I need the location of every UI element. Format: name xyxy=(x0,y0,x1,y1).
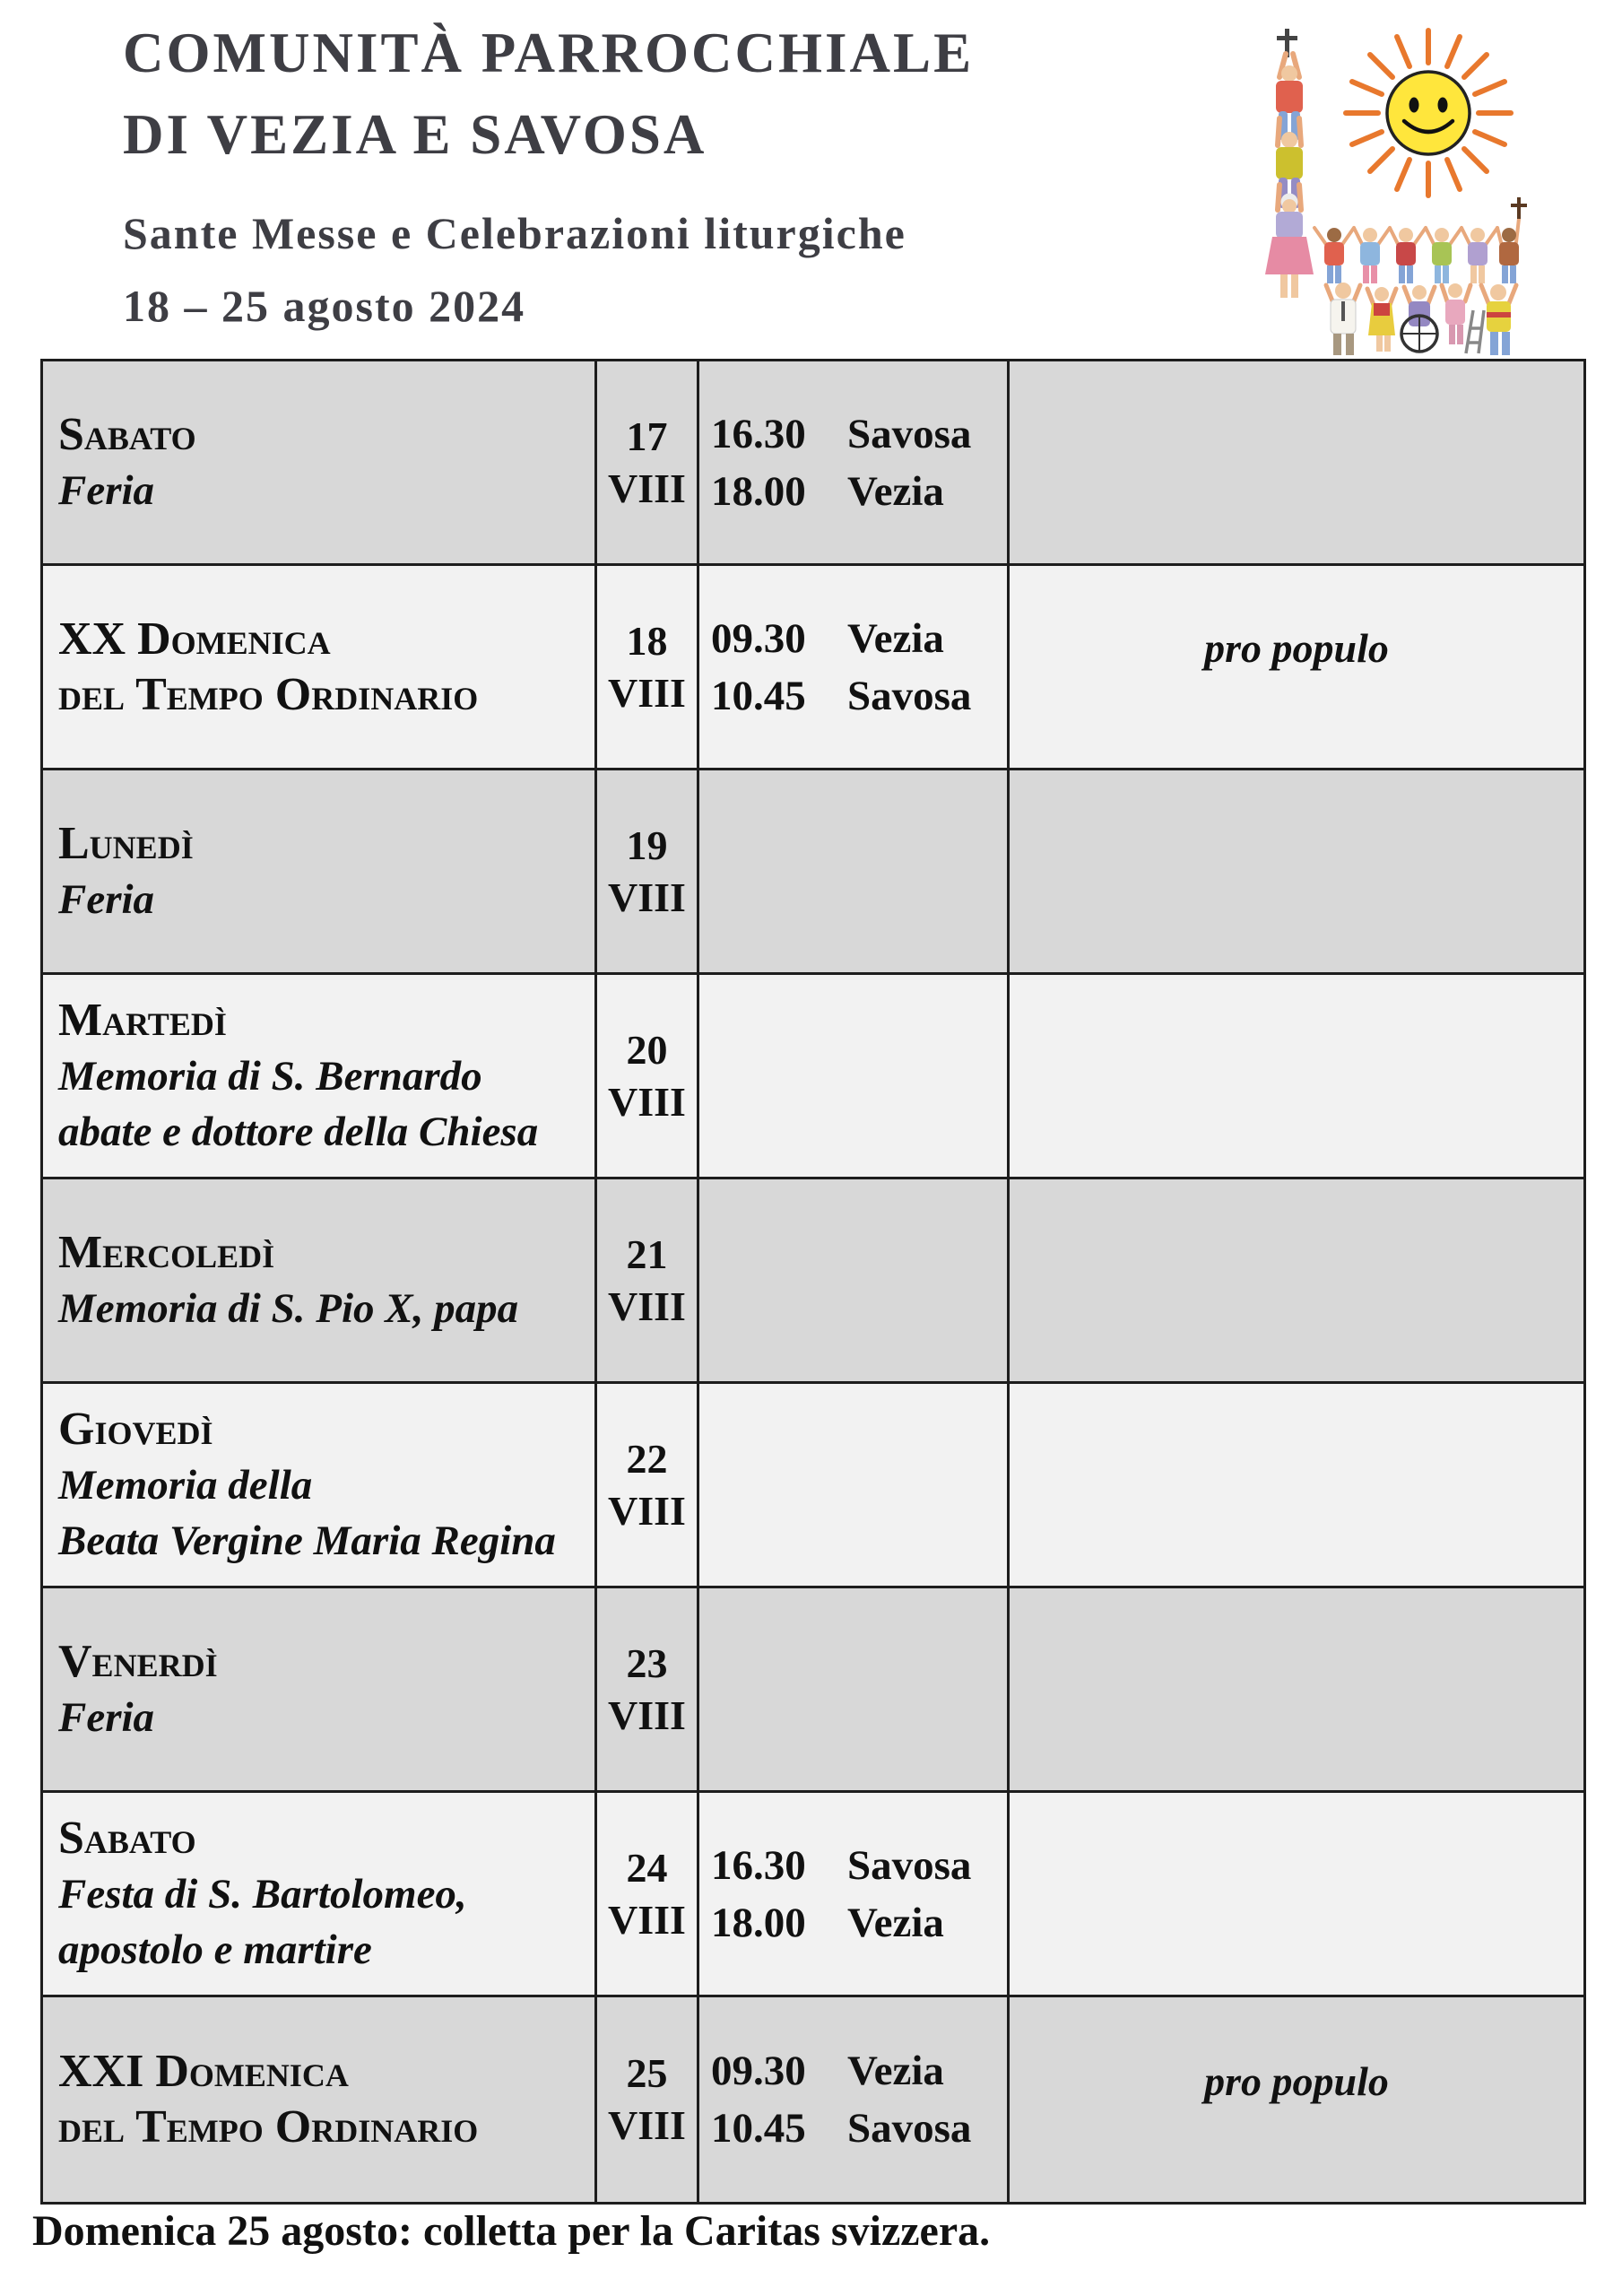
masses-cell xyxy=(699,1179,1010,1384)
date-day: 19 xyxy=(626,822,668,868)
mass-entry xyxy=(711,1894,944,1952)
day-description: apostolo e martire xyxy=(58,1926,372,1973)
note-cell xyxy=(1010,1793,1583,1997)
day-title: Sabato xyxy=(58,408,196,460)
masses-cell xyxy=(699,566,1010,770)
people-tower-icon xyxy=(1265,29,1314,298)
masses-cell xyxy=(699,1588,1010,1793)
mass-place: Vezia xyxy=(847,2048,944,2094)
note-cell xyxy=(1010,770,1583,975)
mass-time: 09.30 xyxy=(711,614,806,662)
date-month-roman: VIII xyxy=(608,1487,686,1534)
day-title: Giovedì xyxy=(58,1403,213,1455)
day-cell xyxy=(43,566,597,770)
masses-cell xyxy=(699,1384,1010,1588)
people-kids-row-icon xyxy=(1314,197,1527,283)
parish-logo xyxy=(1240,23,1545,359)
mass-entry xyxy=(711,610,944,667)
date-month-roman: VIII xyxy=(608,1692,686,1738)
page-title-line-1: COMUNITÀ PARROCCHIALE xyxy=(123,22,975,84)
mass-time: 09.30 xyxy=(711,2048,806,2094)
mass-place: Savosa xyxy=(847,1841,972,1889)
mass-entry xyxy=(711,463,944,520)
date-cell xyxy=(597,770,699,975)
date-cell xyxy=(597,361,699,566)
note-cell xyxy=(1010,1384,1583,1588)
subtitle-line-1: Sante Messe e Celebrazioni liturgiche xyxy=(123,208,906,258)
footer-announcement: Domenica 25 agosto: colletta per la Caritas svizzera. xyxy=(32,2207,991,2255)
mass-place: Savosa xyxy=(847,672,972,719)
day-title: Sabato xyxy=(58,1812,196,1864)
day-cell xyxy=(43,361,597,566)
ladder-icon xyxy=(1466,310,1484,353)
date-day: 22 xyxy=(626,1435,668,1482)
sun-icon xyxy=(1387,72,1470,154)
date-day: 25 xyxy=(626,2050,668,2096)
date-month-roman: VIII xyxy=(608,465,686,511)
date-month-roman: VIII xyxy=(608,669,686,716)
mass-time: 18.00 xyxy=(711,1899,806,1946)
mass-time: 16.30 xyxy=(711,1841,806,1889)
date-month-roman: VIII xyxy=(608,1896,686,1943)
masses-cell xyxy=(699,770,1010,975)
mass-note: pro populo xyxy=(1204,2057,1389,2104)
day-title: Martedì xyxy=(58,994,227,1046)
small-cross-icon xyxy=(1511,197,1527,219)
day-title: Lunedì xyxy=(58,817,194,869)
date-day: 23 xyxy=(626,1639,668,1686)
date-cell xyxy=(597,975,699,1179)
day-title: XX Domenica xyxy=(58,613,331,665)
day-description: Memoria di S. Bernardo xyxy=(58,1052,482,1100)
mass-time: 16.30 xyxy=(711,410,806,457)
page-title-line-2: DI VEZIA E SAVOSA xyxy=(123,103,707,166)
date-day: 20 xyxy=(626,1026,668,1073)
day-cell xyxy=(43,1793,597,1997)
note-cell xyxy=(1010,1997,1583,2202)
mass-entry xyxy=(711,2100,971,2157)
day-title: XXI Domenica xyxy=(58,2046,349,2097)
day-description: Feria xyxy=(58,1693,155,1741)
mass-place: Savosa xyxy=(847,2105,972,2152)
masses-cell xyxy=(699,1793,1010,1997)
date-month-roman: VIII xyxy=(608,1283,686,1329)
day-cell xyxy=(43,1588,597,1793)
mass-time: 10.45 xyxy=(711,2105,806,2152)
note-cell xyxy=(1010,1179,1583,1384)
mass-place: Vezia xyxy=(847,1899,944,1946)
masses-cell xyxy=(699,361,1010,566)
day-description: Memoria della xyxy=(58,1461,313,1509)
date-month-roman: VIII xyxy=(608,1078,686,1125)
day-cell xyxy=(43,975,597,1179)
mass-place: Savosa xyxy=(847,410,972,457)
date-month-roman: VIII xyxy=(608,874,686,920)
note-cell xyxy=(1010,566,1583,770)
masses-cell xyxy=(699,975,1010,1179)
day-cell xyxy=(43,1997,597,2202)
day-cell xyxy=(43,1384,597,1588)
mass-place: Vezia xyxy=(847,614,944,662)
note-cell xyxy=(1010,1588,1583,1793)
date-day: 21 xyxy=(626,1231,668,1277)
day-title: Venerdì xyxy=(58,1635,218,1687)
masses-cell xyxy=(699,1997,1010,2202)
mass-note: pro populo xyxy=(1204,625,1389,671)
day-description: abate e dottore della Chiesa xyxy=(58,1108,539,1155)
subtitle xyxy=(123,197,974,343)
day-description: Feria xyxy=(58,875,155,923)
date-cell xyxy=(597,1179,699,1384)
mass-time: 10.45 xyxy=(711,672,806,719)
day-cell xyxy=(43,770,597,975)
day-title: Mercoledì xyxy=(58,1226,275,1278)
mass-entry xyxy=(711,667,971,725)
date-cell xyxy=(597,566,699,770)
note-cell xyxy=(1010,361,1583,566)
mass-schedule-table xyxy=(40,359,1586,2205)
mass-entry xyxy=(711,1837,971,1894)
date-cell xyxy=(597,1997,699,2202)
day-description: Beata Vergine Maria Regina xyxy=(58,1517,556,1564)
people-adults-row-icon xyxy=(1326,283,1516,355)
date-day: 24 xyxy=(626,1844,668,1891)
day-cell xyxy=(43,1179,597,1384)
day-description: Festa di S. Bartolomeo, xyxy=(58,1870,467,1918)
mass-time: 18.00 xyxy=(711,467,806,515)
mass-place: Vezia xyxy=(847,467,944,515)
day-description: Feria xyxy=(58,466,155,514)
date-cell xyxy=(597,1793,699,1997)
date-cell xyxy=(597,1384,699,1588)
date-month-roman: VIII xyxy=(608,2102,686,2148)
date-day: 18 xyxy=(626,617,668,664)
mass-entry xyxy=(711,2042,944,2100)
header xyxy=(123,13,974,343)
mass-entry xyxy=(711,405,971,463)
note-cell xyxy=(1010,975,1583,1179)
day-title: del Tempo Ordinario xyxy=(58,2101,479,2152)
day-description: Memoria di S. Pio X, papa xyxy=(58,1284,519,1332)
day-title: del Tempo Ordinario xyxy=(58,668,479,720)
date-day: 17 xyxy=(626,413,668,459)
subtitle-line-2: 18 – 25 agosto 2024 xyxy=(123,281,526,331)
date-cell xyxy=(597,1588,699,1793)
